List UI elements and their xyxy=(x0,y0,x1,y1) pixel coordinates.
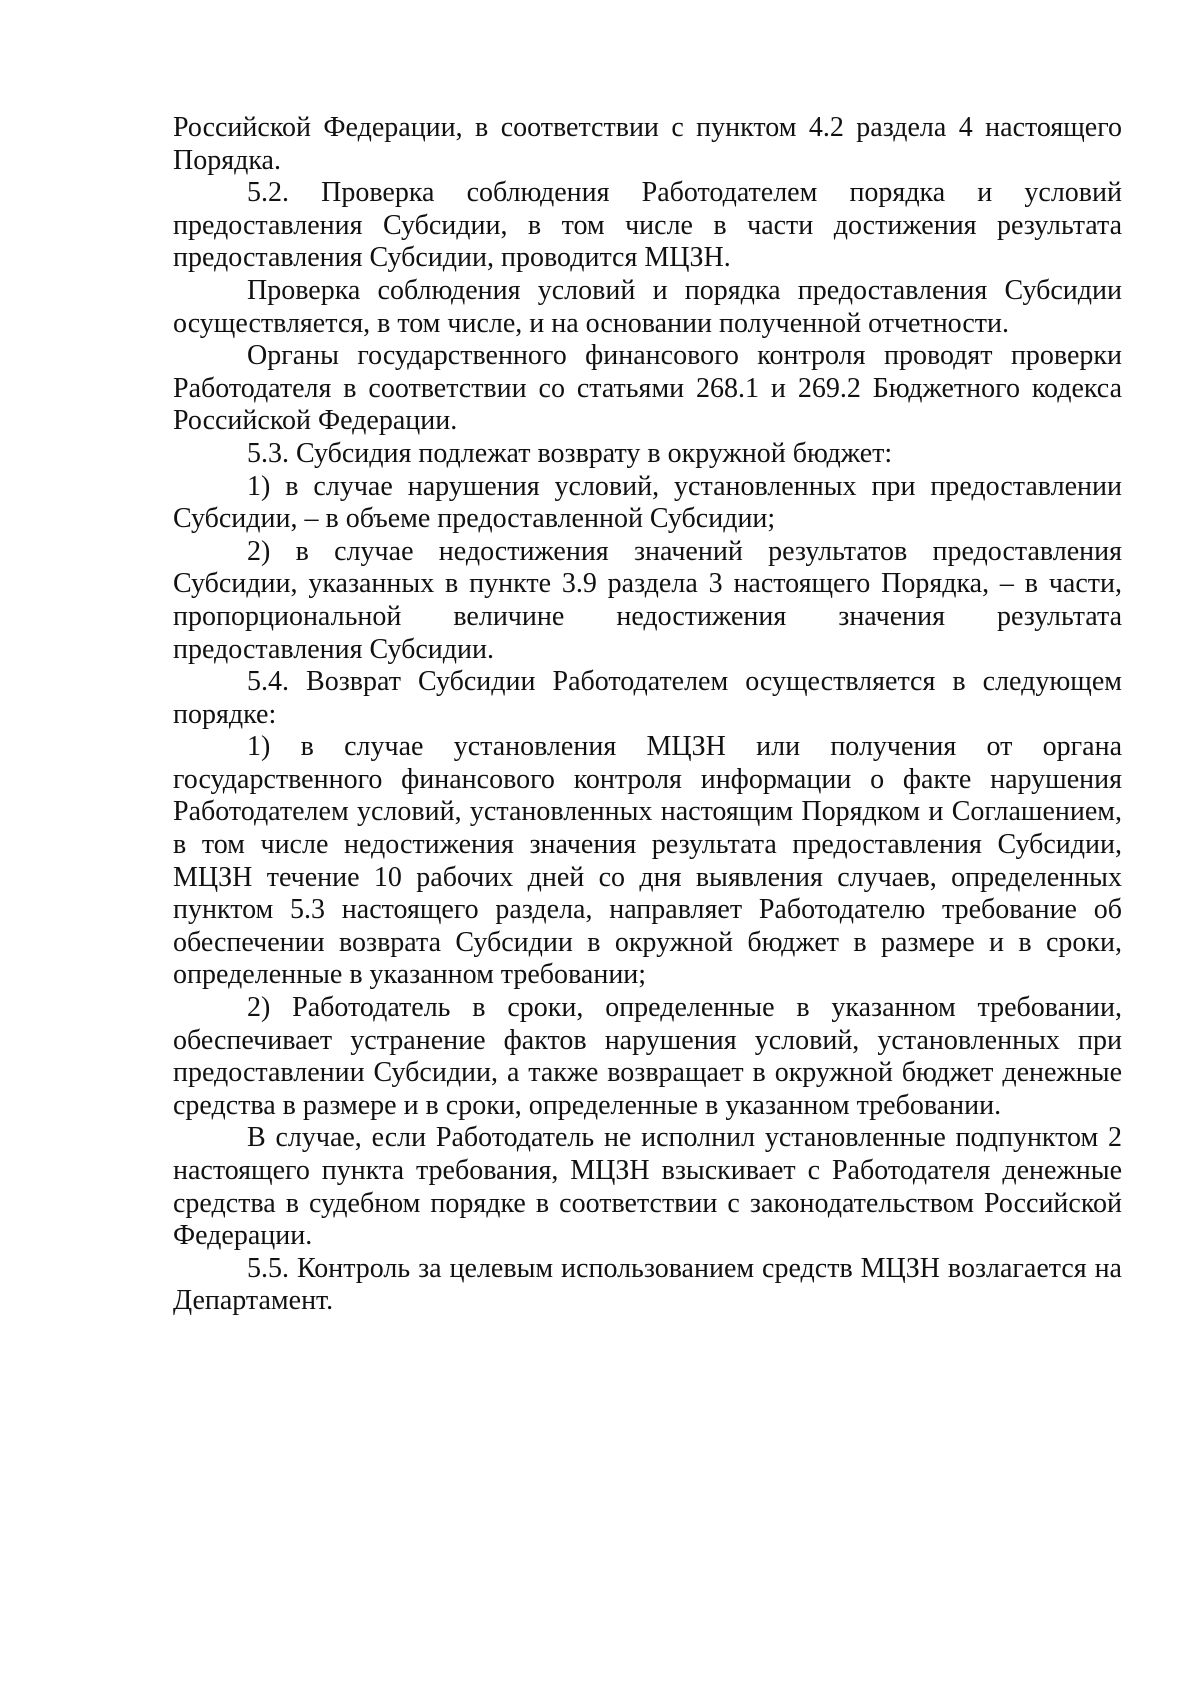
paragraph-5-4-item-2: 2) Работодатель в сроки, определенные в указанном требовании, обеспечивает устранение фактов нарушения условий, установленных при предоставлении Субсидии, а также возвращает в окружной бюджет денежные средства в размере и в сроки, определенные в указанном требовании. xyxy=(173,992,1122,1121)
paragraph-5-3-item-1: 1) в случае нарушения условий, установленных при предоставлении Субсидии, – в объеме предоставленной Субсидии; xyxy=(173,470,1122,535)
paragraph-5-5: 5.5. Контроль за целевым использованием средств МЦЗН возлагается на Департамент. xyxy=(173,1252,1122,1317)
paragraph-5-2: 5.2. Проверка соблюдения Работодателем порядка и условий предоставления Субсидии, в том числе в части достижения результата предоставления Субсидии, проводится МЦЗН. xyxy=(173,177,1122,274)
paragraph-5-4-item-1: 1) в случае установления МЦЗН или получения от органа государственного финансового контроля информации о факте нарушения Работодателем условий, установленных настоящим Порядком и Соглашением, в том числе недостижения значения результата предоставления Субсидии, МЦЗН течение 10 рабочих дней со дня выявления случаев, определенных пунктом 5.3 настоящего раздела, направляет Работодателю требование об обеспечении возврата Субсидии в окружной бюджет в размере и в сроки, определенные в указанном требовании; xyxy=(173,731,1122,991)
paragraph-recovery: В случае, если Работодатель не исполнил установленные подпунктом 2 настоящего пункта требования, МЦЗН взыскивает с Работодателя денежные средства в судебном порядке в соответствии с законодательством Российской Федерации. xyxy=(173,1122,1122,1252)
paragraph-5-3-item-2: 2) в случае недостижения значений результатов предоставления Субсидии, указанных в пункте 3.9 раздела 3 настоящего Порядка, – в части, пропорциональной величине недостижения значения результата предоставления Субсидии. xyxy=(173,535,1122,665)
paragraph-control-bodies: Органы государственного финансового контроля проводят проверки Работодателя в соответствии со статьями 268.1 и 269.2 Бюджетного кодекса Российской Федерации. xyxy=(173,340,1122,437)
paragraph-verification: Проверка соблюдения условий и порядка предоставления Субсидии осуществляется, в том числе, и на основании полученной отчетности. xyxy=(173,274,1122,339)
paragraph-5-3: 5.3. Субсидия подлежат возврату в окружной бюджет: xyxy=(247,437,893,469)
document-page xyxy=(173,112,1122,1318)
paragraph-continuation: Российской Федерации, в соответствии с пунктом 4.2 раздела 4 настоящего Порядка. xyxy=(173,112,1122,176)
paragraph-5-4: 5.4. Возврат Субсидии Работодателем осуществляется в следующем порядке: xyxy=(173,666,1122,730)
